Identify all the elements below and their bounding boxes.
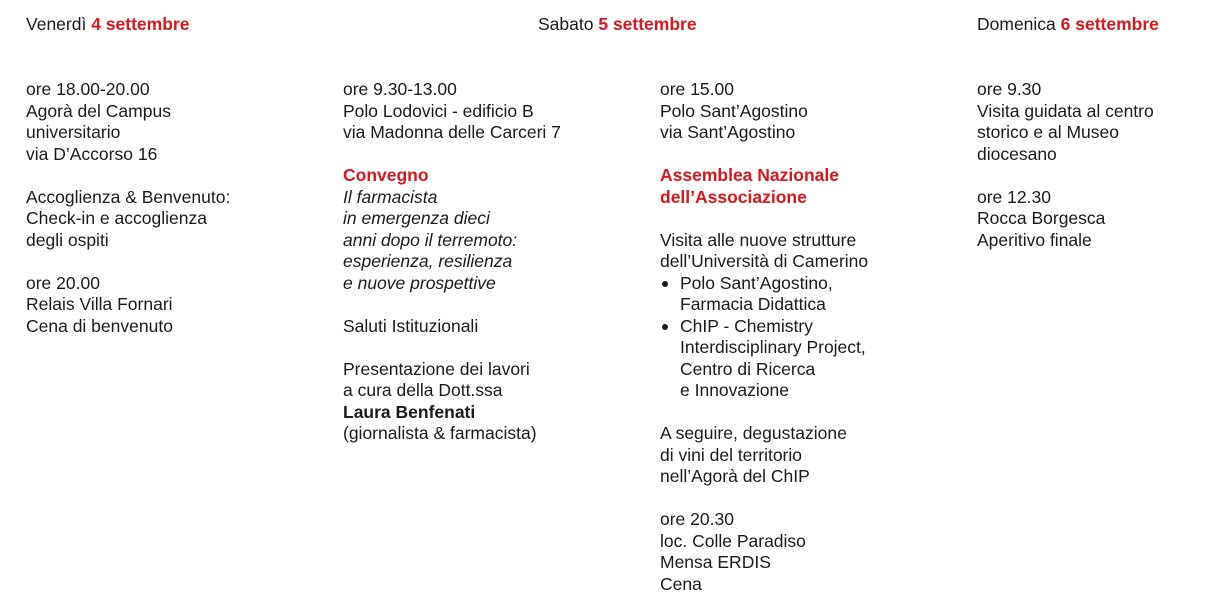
column-saturday-afternoon (660, 79, 868, 595)
visit-text: Visita alle nuove strutture (660, 229, 857, 250)
event-address: via Sant’Agostino (660, 122, 796, 142)
event-desc: Cena (660, 573, 702, 594)
convegno-title: Convegno (343, 165, 429, 185)
convegno-subtitle: esperienza, resilienza (343, 251, 513, 271)
presentation-text: a cura della Dott.ssa (343, 380, 503, 400)
list-item-line: Farmacia Didattica (680, 294, 826, 314)
speaker-name: Laura Benfenati (343, 401, 476, 422)
event-time: ore 20.30 (660, 509, 734, 529)
event-desc: storico e al Museo (977, 122, 1120, 142)
event-address: via D’Accorso 16 (26, 143, 158, 164)
day-name: Sabato (538, 14, 594, 34)
list-item-line: e Innovazione (680, 380, 789, 400)
event-time: ore 20.00 (26, 272, 100, 293)
event-time: ore 12.30 (977, 186, 1051, 207)
event-desc: degli ospiti (26, 229, 109, 250)
list-item-line: Centro di Ricerca (680, 358, 816, 379)
event-desc: diocesano (977, 143, 1057, 164)
after-text: di vini del territorio (660, 444, 802, 465)
event-time: ore 9.30 (977, 79, 1042, 99)
event-place: Polo Sant’Agostino (660, 100, 808, 121)
after-text: A seguire, degustazione (660, 423, 847, 443)
event-place: Mensa ERDIS (660, 552, 771, 572)
convegno-subtitle: anni dopo il terremoto: (343, 229, 518, 250)
list-item-line: ChIP - Chemistry (680, 315, 813, 336)
header-friday (26, 14, 189, 36)
event-desc: Aperitivo finale (977, 229, 1092, 250)
event-desc: Check-in e accoglienza (26, 208, 207, 228)
day-name: Venerdì (26, 14, 87, 34)
header-saturday (538, 14, 697, 36)
column-saturday-morning (343, 79, 561, 445)
event-place: Rocca Borgesca (977, 208, 1106, 228)
day-date: 4 settembre (91, 14, 190, 34)
day-date: 6 settembre (1060, 14, 1159, 34)
list-item (660, 273, 868, 316)
event-place: loc. Colle Paradiso (660, 530, 806, 551)
column-sunday (977, 79, 1154, 251)
event-time: ore 9.30-13.00 (343, 79, 457, 99)
saluti-text: Saluti Istituzionali (343, 315, 479, 336)
assembly-title: Assemblea Nazionale (660, 165, 839, 185)
day-name: Domenica (977, 14, 1056, 34)
list-item (660, 316, 868, 402)
event-place: Relais Villa Fornari (26, 294, 173, 314)
list-item-line: Polo Sant’Agostino, (680, 272, 833, 293)
event-time: ore 15.00 (660, 79, 734, 99)
convegno-subtitle: in emergenza dieci (343, 208, 490, 228)
event-title: Accoglienza & Benvenuto: (26, 186, 231, 207)
event-place: Polo Lodovici - edificio B (343, 100, 534, 121)
event-desc: Visita guidata al centro (977, 100, 1154, 121)
event-time: ore 18.00-20.00 (26, 79, 150, 99)
visit-text: dell’Università di Camerino (660, 251, 869, 271)
after-text: nell’Agorà del ChIP (660, 466, 810, 486)
convegno-subtitle: e nuove prospettive (343, 272, 496, 293)
presentation-text: Presentazione dei lavori (343, 358, 530, 379)
speaker-role: (giornalista & farmacista) (343, 423, 537, 443)
convegno-subtitle: Il farmacista (343, 186, 438, 207)
event-place: Agorà del Campus (26, 100, 171, 121)
assembly-title: dell’Associazione (660, 186, 807, 207)
event-desc: Cena di benvenuto (26, 315, 173, 336)
header-sunday (977, 14, 1159, 36)
column-friday (26, 79, 230, 337)
list-item-line: Interdisciplinary Project, (680, 337, 866, 357)
event-place: universitario (26, 122, 121, 142)
event-address: via Madonna delle Carceri 7 (343, 122, 561, 142)
day-date: 5 settembre (598, 14, 697, 34)
